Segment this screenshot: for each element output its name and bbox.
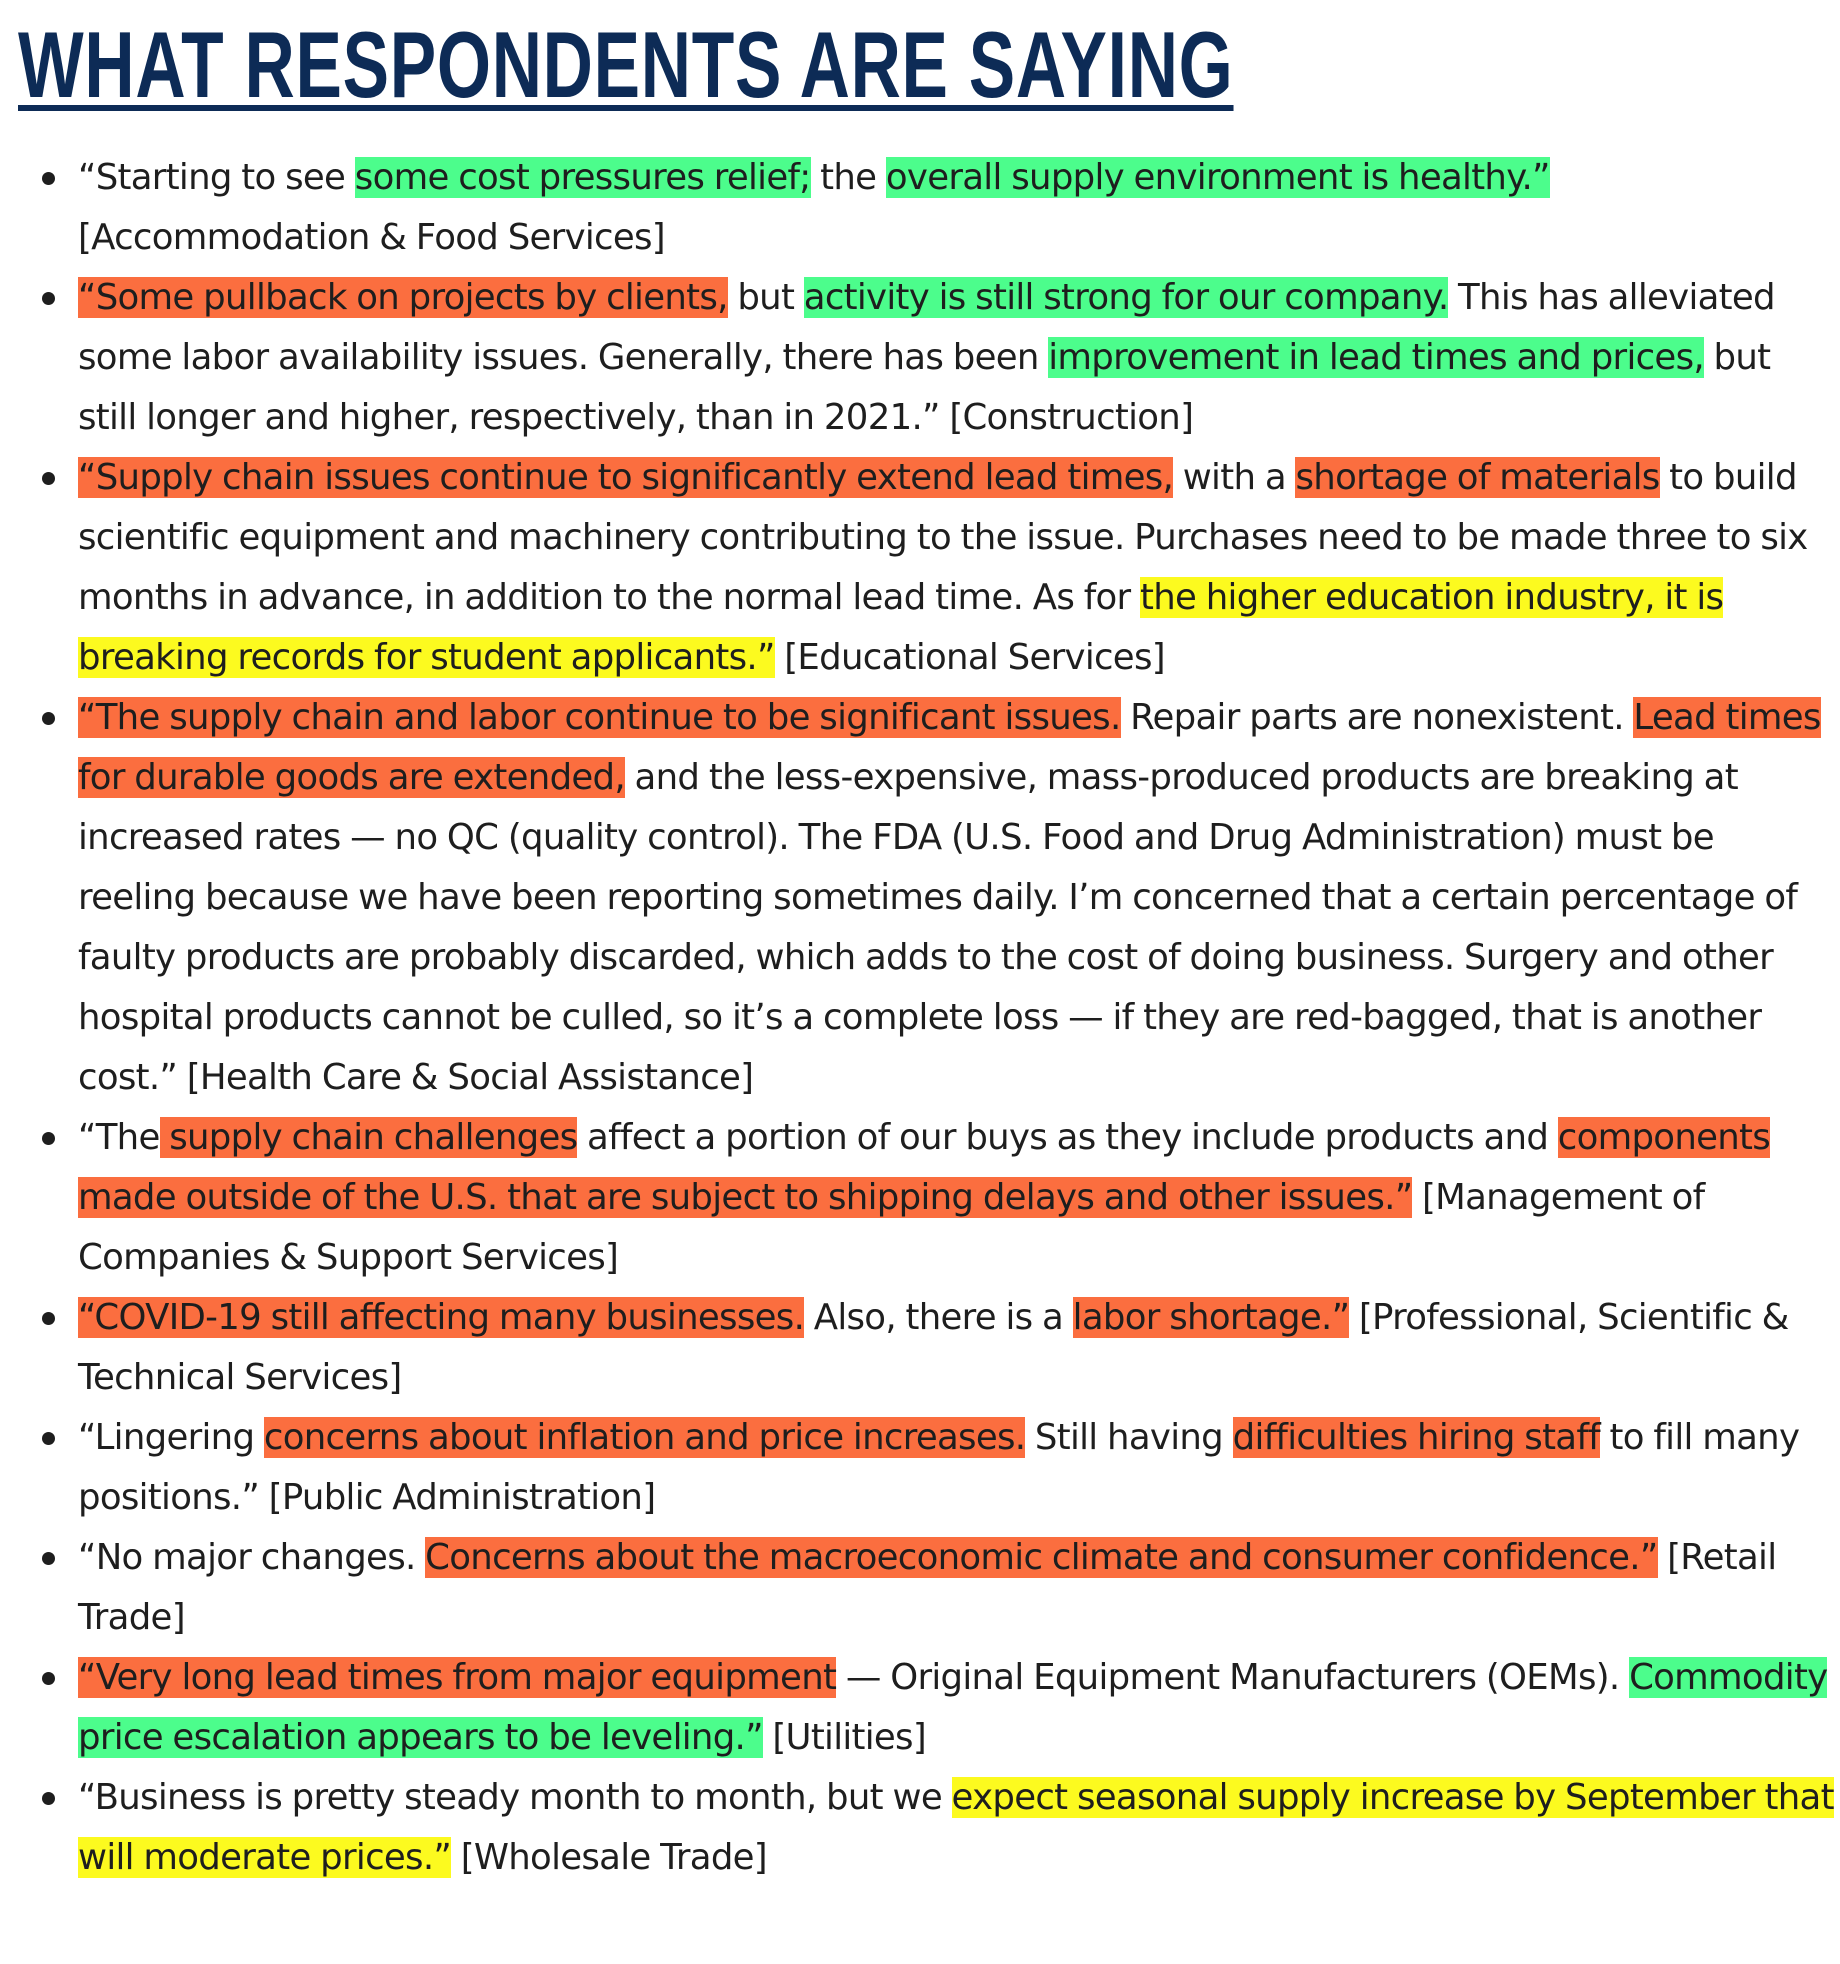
bullet-icon <box>42 1672 55 1685</box>
quote-text: [Retail Trade] <box>78 1537 1777 1638</box>
quote-text: [Management of Companies & Support Services] <box>78 1177 1705 1278</box>
highlighted-text-green: activity is still strong for our company. <box>803 277 1449 318</box>
quote-text: with a <box>1173 457 1296 498</box>
quote-text: to fill many positions.” [Public Administration] <box>78 1417 1800 1518</box>
quote-text: and the less-expensive, mass-produced products are breaking at increased rates — no QC (quality control). The FDA (U.S. Food and Drug Administration) must be reeling because we have been reporting sometimes daily. I’m concerned that a certain percentage of faulty products are probably discarded, which adds to the cost of doing business. Surgery and other hospital products cannot be culled, so it’s a complete loss — if they are red-bagged, that is another cost.” [Health Care & Social Assistance] <box>78 757 1798 1098</box>
highlighted-text-red: components made outside of the U.S. that are subject to shipping delays and other issues.” <box>78 1117 1771 1218</box>
quote-text: — Original Equipment Manufacturers (OEMs). <box>836 1657 1630 1698</box>
bullet-icon <box>42 172 55 185</box>
highlighted-text-green: Commodity price escalation appears to be leveling.” <box>78 1657 1828 1758</box>
highlighted-text-red: “Some pullback on projects by clients, <box>78 277 728 318</box>
quote-text: [Utilities] <box>762 1717 927 1758</box>
highlighted-text-red: “Supply chain issues continue to significantly extend lead times, <box>78 457 1174 498</box>
document-page <box>18 6 1834 1888</box>
highlighted-text-red: Lead times for durable goods are extended, <box>78 697 1821 798</box>
highlighted-text-red: difficulties hiring staff <box>1232 1417 1600 1458</box>
bullet-icon <box>42 1132 55 1145</box>
quote-text: This has alleviated some labor availability issues. Generally, there has been <box>78 277 1775 378</box>
quote-item <box>18 1528 1838 1648</box>
bullet-icon <box>42 1552 55 1565</box>
quote-text: the <box>810 157 886 198</box>
quote-item <box>18 1648 1838 1768</box>
quote-text: but still longer and higher, respectively, than in 2021.” [Construction] <box>78 337 1771 438</box>
highlighted-text-red: supply chain challenges <box>159 1117 578 1158</box>
quote-text: “No major changes. <box>78 1537 426 1578</box>
quote-text: [Educational Services] <box>774 637 1165 678</box>
quote-text: “Business is pretty steady month to month, but we <box>78 1777 952 1818</box>
bullet-icon <box>42 472 55 485</box>
quote-list <box>18 148 1834 1888</box>
quote-item <box>18 1288 1838 1408</box>
quote-text: “The <box>78 1117 160 1158</box>
quote-item <box>18 1408 1838 1528</box>
highlighted-text-green: overall supply environment is healthy.” <box>885 157 1550 198</box>
bullet-icon <box>42 712 55 725</box>
quote-text: “Starting to see <box>78 157 355 198</box>
quote-text: affect a portion of our buys as they include products and <box>577 1117 1558 1158</box>
quote-text: [Accommodation & Food Services] <box>78 217 665 258</box>
highlighted-text-red: Concerns about the macroeconomic climate and consumer confidence.” <box>425 1537 1658 1578</box>
highlighted-text-red: “Very long lead times from major equipment <box>78 1657 837 1698</box>
quote-item <box>18 448 1838 688</box>
highlighted-text-yellow: the higher education industry, it is breaking records for student applicants.” <box>78 577 1724 678</box>
highlighted-text-green: some cost pressures relief; <box>354 157 811 198</box>
bullet-icon <box>42 1792 55 1805</box>
quote-text: Still having <box>1025 1417 1233 1458</box>
quote-text: [Professional, Scientific & Technical Services] <box>78 1297 1789 1398</box>
bullet-icon <box>42 1432 55 1445</box>
quote-text: to build scientific equipment and machinery contributing to the issue. Purchases need to be made three to six months in advance, in addition to the normal lead time. As for <box>78 457 1808 618</box>
quote-item <box>18 148 1838 268</box>
quote-text: “Lingering <box>78 1417 264 1458</box>
highlighted-text-red: “The supply chain and labor continue to be significant issues. <box>78 697 1121 738</box>
highlighted-text-yellow: expect seasonal supply increase by September that will moderate prices.” <box>78 1777 1834 1878</box>
quote-text: Repair parts are nonexistent. <box>1120 697 1634 738</box>
quote-text: Also, there is a <box>804 1297 1073 1338</box>
quote-text: [Wholesale Trade] <box>451 1837 767 1878</box>
highlighted-text-green: improvement in lead times and prices, <box>1048 337 1704 378</box>
highlighted-text-red: “COVID-19 still affecting many businesses. <box>78 1297 805 1338</box>
quote-text: but <box>727 277 804 318</box>
highlighted-text-red: labor shortage.” <box>1072 1297 1350 1338</box>
quote-item <box>18 1108 1838 1288</box>
highlighted-text-red: concerns about inflation and price increases. <box>263 1417 1026 1458</box>
highlighted-text-red: shortage of materials <box>1295 457 1660 498</box>
quote-item <box>18 1768 1838 1888</box>
bullet-icon <box>42 1312 55 1325</box>
quote-item <box>18 268 1838 448</box>
page-title: WHAT RESPONDENTS ARE SAYING <box>18 12 1234 117</box>
quote-item <box>18 688 1838 1108</box>
bullet-icon <box>42 292 55 305</box>
